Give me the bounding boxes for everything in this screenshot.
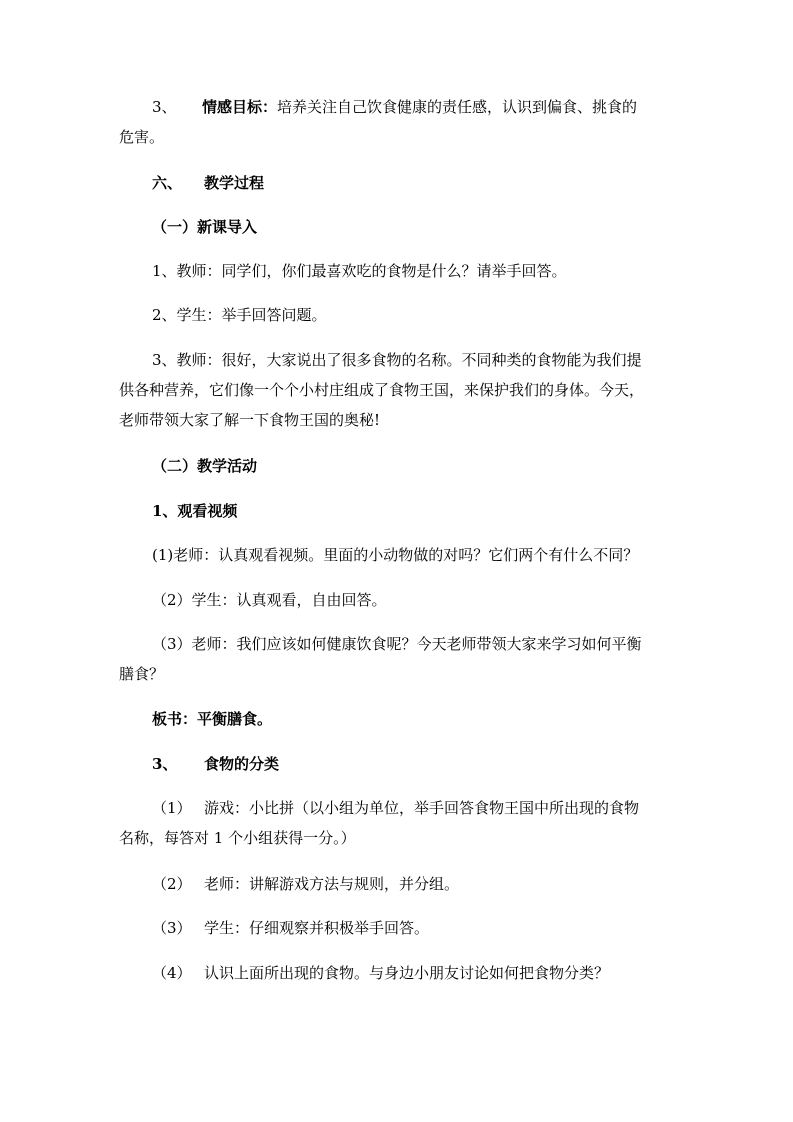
subsection-heading: （一）新课导入: [152, 218, 258, 236]
paragraph-line: [152, 798, 639, 818]
list-number: 3、: [152, 755, 178, 773]
paragraph-line: 1、教师：同学们，你们最喜欢吃的食物是什么？请举手回答。: [152, 262, 567, 280]
list-number: （1）: [152, 799, 192, 817]
paragraph-text: 学生：仔细观察并积极举手回答。: [204, 919, 430, 937]
bold-label: 情感目标：: [202, 98, 278, 116]
paragraph-line: 老师带领大家了解一下食物王国的奥秘!: [119, 411, 381, 429]
paragraph-text: 认识上面所出现的食物。与身边小朋友讨论如何把食物分类？: [204, 964, 610, 982]
section-number: 六、: [152, 174, 183, 192]
paragraph-line: [152, 97, 637, 117]
paragraph-line: 膳食？: [119, 665, 165, 683]
paragraph-line: [152, 918, 429, 938]
paragraph-line: （3）老师：我们应该如何健康饮食呢？今天老师带领大家来学习如何平衡: [152, 635, 642, 653]
paragraph-line: [152, 963, 609, 983]
paragraph-text: 老师：讲解游戏方法与规则，并分组。: [204, 875, 460, 893]
paragraph-text: 培养关注自己饮食健康的责任感，认识到偏食、挑食的: [277, 98, 638, 116]
list-number: （3）: [152, 919, 192, 937]
paragraph-line: (1)老师：认真观看视频。里面的小动物做的对吗？它们两个有什么不同？: [152, 546, 639, 564]
paragraph-line: 供各种营养，它们像一个个小村庄组成了食物王国，来保护我们的身体。今天，: [119, 381, 645, 399]
subsection-heading: [152, 754, 279, 774]
section-heading: [152, 173, 264, 193]
board-note: 板书：平衡膳食。: [152, 710, 273, 728]
list-number: （4）: [152, 964, 192, 982]
paragraph-line: 名称，每答对 1 个小组获得一分。）: [119, 829, 356, 847]
paragraph-line: [152, 874, 459, 894]
list-number: 3、: [152, 98, 177, 116]
paragraph-line: 2、学生：举手回答问题。: [152, 306, 327, 324]
list-number: （2）: [152, 875, 192, 893]
paragraph-line: 危害。: [119, 128, 165, 146]
subsection-title: 食物的分类: [204, 755, 280, 773]
subsection-heading: 1、观看视频: [152, 502, 238, 520]
paragraph-text: 游戏：小比拼（以小组为单位，举手回答食物王国中所出现的食物: [204, 799, 640, 817]
subsection-heading: （二）教学活动: [152, 457, 258, 475]
paragraph-line: 3、教师：很好，大家说出了很多食物的名称。不同种类的食物能为我们提: [152, 351, 642, 369]
section-title: 教学过程: [204, 174, 265, 192]
paragraph-line: （2）学生：认真观看，自由回答。: [152, 591, 387, 609]
